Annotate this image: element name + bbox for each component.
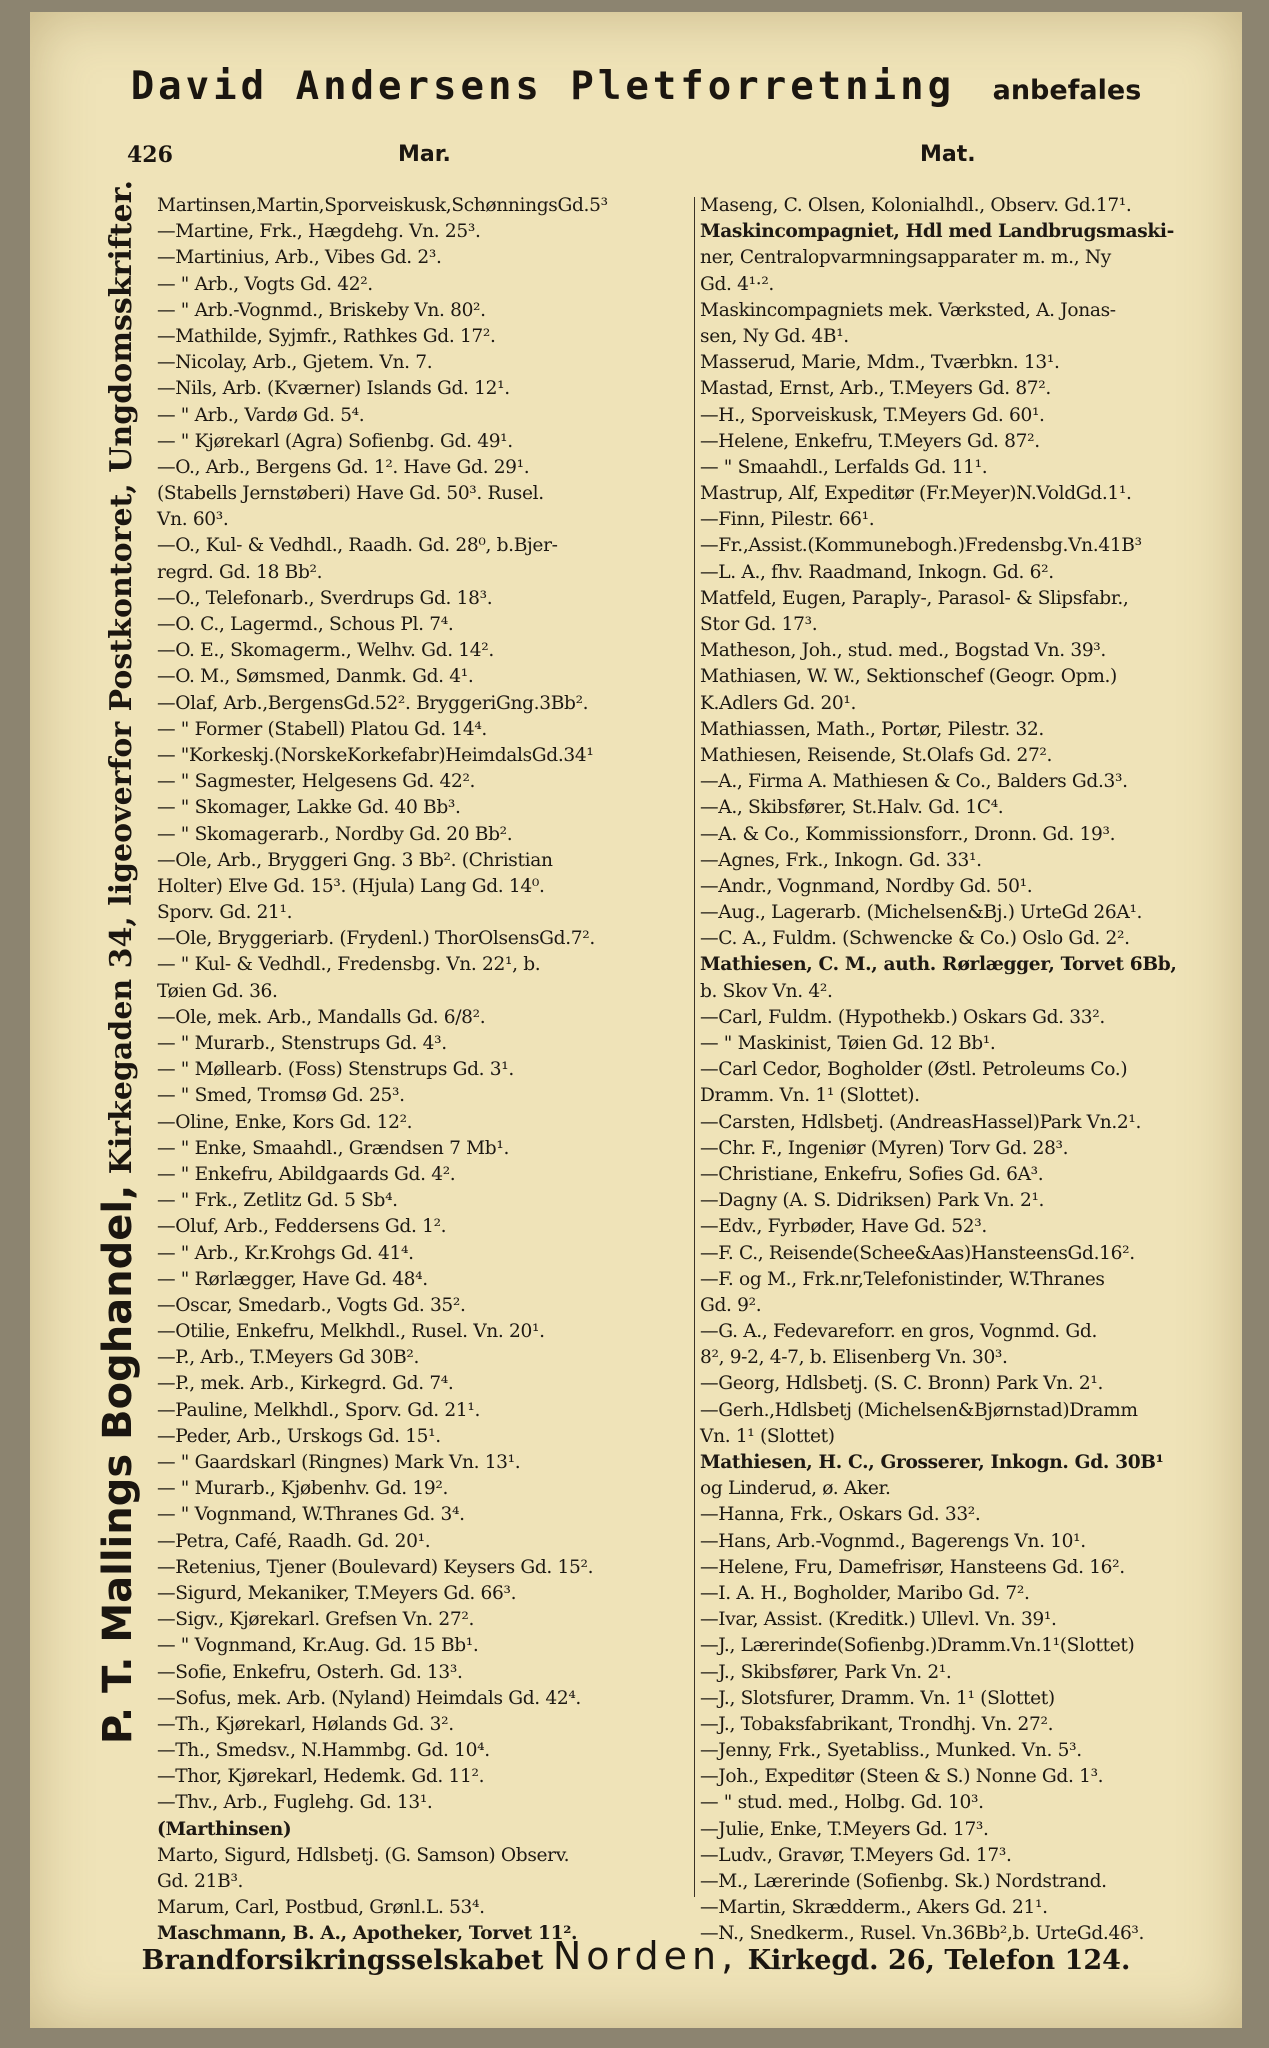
entry-line: —Edv., Fyrbøder, Have Gd. 52³. xyxy=(700,1216,987,1238)
entry-line: —Agnes, Frk., Inkogn. Gd. 33¹. xyxy=(700,849,982,871)
entry-line: (Stabells Jernstøberi) Have Gd. 50³. Rusel. xyxy=(157,483,544,505)
directory-page xyxy=(30,12,1242,2028)
entry-line: —Ole, mek. Arb., Mandalls Gd. 6/8². xyxy=(157,1006,486,1028)
entry-line: — " Frk., Zetlitz Gd. 5 Sb⁴. xyxy=(157,1190,398,1212)
left-column xyxy=(157,193,671,1948)
entry-line: —J., Slotsfurer, Dramm. Vn. 1¹ (Slottet) xyxy=(700,1687,1055,1709)
entry-line: —P., mek. Arb., Kirkegrd. Gd. 7⁴. xyxy=(157,1373,454,1395)
entry-line: — " Sagmester, Helgesens Gd. 42². xyxy=(157,771,476,793)
entry-line: —Martin, Skrædderm., Akers Gd. 21¹. xyxy=(700,1897,1048,1919)
entry-line: — " Rørlægger, Have Gd. 48⁴. xyxy=(157,1268,428,1290)
entry-line: Maschmann, B. A., Apotheker, Torvet 11². xyxy=(157,1923,578,1945)
entry-line: Mathiesen, Reisende, St.Olafs Gd. 27². xyxy=(700,744,1053,766)
entry-line: —N., Snedkerm., Rusel. Vn.36Bb²,b. UrteGd.46³. xyxy=(700,1923,1145,1945)
entry-line: —J., Tobaksfabrikant, Trondhj. Vn. 27². xyxy=(700,1713,1054,1735)
entry-line: —J., Lærerinde(Sofienbg.)Dramm.Vn.1¹(Slottet) xyxy=(700,1635,1135,1657)
entry-line: Gd. 4¹·². xyxy=(700,273,774,295)
entry-line: — " Gaardskarl (Ringnes) Mark Vn. 13¹. xyxy=(157,1452,521,1473)
entry-line: ner, Centralopvarmningsapparater m. m., Ny xyxy=(700,247,1111,269)
entry-line: —Ole, Arb., Bryggeri Gng. 3 Bb². (Christian xyxy=(157,849,553,871)
entry-line: —Georg, Hdlsbetj. (S. C. Bronn) Park Vn. 2¹. xyxy=(700,1373,1104,1395)
entry-line: — " stud. med., Holbg. Gd. 10³. xyxy=(700,1792,984,1814)
entry-line: Maskincompagniet, Hdl med Landbrugsmaski- xyxy=(700,221,1174,243)
entry-line: Gd. 21B³. xyxy=(157,1871,244,1892)
entry-line: —J., Skibsfører, Park Vn. 2¹. xyxy=(700,1661,952,1683)
entry-line: —Olaf, Arb.,BergensGd.52². BryggeriGng.3Bb². xyxy=(157,692,589,714)
entry-line: Mastrup, Alf, Expeditør (Fr.Meyer)N.VoldGd.1¹. xyxy=(700,483,1132,505)
entry-line: —Gerh.,Hdlsbetj (Michelsen&Bjørnstad)Dramm xyxy=(700,1399,1138,1421)
entry-line: —L. A., fhv. Raadmand, Inkogn. Gd. 6². xyxy=(700,561,1054,583)
entry-line: og Linderud, ø. Aker. xyxy=(700,1478,891,1500)
entry-line: —Sofus, mek. Arb. (Nyland) Heimdals Gd. 42⁴. xyxy=(157,1687,581,1709)
entry-line: Mastad, Ernst, Arb., T.Meyers Gd. 87². xyxy=(700,378,1051,400)
column-divider xyxy=(694,197,695,1897)
entry-line: Mathiassen, Math., Portør, Pilestr. 32. xyxy=(700,718,1044,740)
entry-line: —O., Telefonarb., Sverdrups Gd. 18³. xyxy=(157,587,493,609)
entry-line: —P., Arb., T.Meyers Gd 30B². xyxy=(157,1347,420,1369)
entry-line: —Helene, Enkefru, T.Meyers Gd. 87². xyxy=(700,430,1040,452)
entry-line: —C. A., Fuldm. (Schwencke & Co.) Oslo Gd. 2². xyxy=(700,928,1130,950)
entry-line: — " Enkefru, Abildgaards Gd. 4². xyxy=(157,1163,456,1185)
entry-line: —O., Kul- & Vedhdl., Raadh. Gd. 28⁰, b.Bjer- xyxy=(157,535,558,557)
entry-line: — " Kjørekarl (Agra) Sofienbg. Gd. 49¹. xyxy=(157,430,513,452)
entry-line: Matfeld, Eugen, Paraply-, Parasol- & Slipsfabr., xyxy=(700,587,1129,609)
entry-line: regrd. Gd. 18 Bb². xyxy=(157,561,323,583)
entry-line: —Sigurd, Mekaniker, T.Meyers Gd. 66³. xyxy=(157,1582,517,1604)
entry-line: — " Maskinist, Tøien Gd. 12 Bb¹. xyxy=(700,1033,996,1054)
entry-line: —M., Lærerinde (Sofienbg. Sk.) Nordstrand. xyxy=(700,1871,1107,1892)
entry-line: K.Adlers Gd. 20¹. xyxy=(700,692,857,714)
entry-line: — " Arb.-Vognmd., Briskeby Vn. 80². xyxy=(157,299,486,321)
entry-line: Vn. 60³. xyxy=(157,509,229,531)
entry-line: — " Skomager, Lakke Gd. 40 Bb³. xyxy=(157,797,461,819)
entry-line: —Martine, Frk., Hægdehg. Vn. 25³. xyxy=(157,221,481,243)
entry-line: —Aug., Lagerarb. (Michelsen&Bj.) UrteGd 26A¹. xyxy=(700,902,1143,924)
entry-line: — " Smed, Tromsø Gd. 25³. xyxy=(157,1085,405,1107)
entry-line: Mathiesen, H. C., Grosserer, Inkogn. Gd. 30B¹ xyxy=(700,1452,1164,1473)
entry-line: —Oscar, Smedarb., Vogts Gd. 35². xyxy=(157,1294,466,1316)
entry-line: —Peder, Arb., Urskogs Gd. 15¹. xyxy=(157,1425,441,1447)
page-number: 426 xyxy=(127,142,173,168)
entry-line: —H., Sporveiskusk, T.Meyers Gd. 60¹. xyxy=(700,404,1045,426)
entry-line: —Petra, Café, Raadh. Gd. 20¹. xyxy=(157,1530,431,1552)
entry-line: 8², 9-2, 4-7, b. Elisenberg Vn. 30³. xyxy=(700,1347,1008,1369)
entry-line: —Nicolay, Arb., Gjetem. Vn. 7. xyxy=(157,352,433,374)
entry-line: — " Murarb., Stenstrups Gd. 4³. xyxy=(157,1033,447,1054)
entry-line: —Pauline, Melkhdl., Sporv. Gd. 21¹. xyxy=(157,1399,481,1421)
entry-line: Stor Gd. 17³. xyxy=(700,614,818,635)
entry-line: —F. og M., Frk.nr,Telefonistinder, W.Thranes xyxy=(700,1268,1105,1290)
entry-line: Matheson, Joh., stud. med., Bogstad Vn. 39³. xyxy=(700,640,1106,662)
entry-line: —Otilie, Enkefru, Melkhdl., Rusel. Vn. 20¹. xyxy=(157,1321,545,1343)
entry-line: Sporv. Gd. 21¹. xyxy=(157,902,293,924)
entry-line: Mathiesen, C. M., auth. Rørlægger, Torvet 6Bb, xyxy=(700,954,1177,976)
entry-line: —Ivar, Assist. (Kreditk.) Ullevl. Vn. 39¹. xyxy=(700,1609,1057,1631)
footer-start: Brandforsikringsselskabet xyxy=(141,1945,544,1976)
entry-line: —Carl Cedor, Bogholder (Østl. Petroleums Co.) xyxy=(700,1059,1128,1081)
entry-line: —Sofie, Enkefru, Osterh. Gd. 13³. xyxy=(157,1661,463,1683)
entry-line: —Th., Smedsv., N.Hammbg. Gd. 10⁴. xyxy=(157,1740,490,1762)
entry-line: b. Skov Vn. 4². xyxy=(700,980,833,1002)
side-advert-text: Kirkegaden 34, ligeoverfor Postkontoret, Ungdomsskrifter. xyxy=(104,179,139,1185)
running-head-tail: anbefales xyxy=(992,75,1142,106)
entry-line: Marto, Sigurd, Hdlsbetj. (G. Samson) Observ. xyxy=(157,1844,570,1866)
entry-line: —Andr., Vognmand, Nordby Gd. 50¹. xyxy=(700,875,1033,897)
entry-line: Dramm. Vn. 1¹ (Slottet). xyxy=(700,1085,920,1107)
entry-line: — " Arb., Kr.Krohgs Gd. 41⁴. xyxy=(157,1242,414,1264)
entry-line: — " Arb., Vogts Gd. 42². xyxy=(157,273,373,295)
entry-line: — "Korkeskj.(NorskeKorkefabr)HeimdalsGd.34¹ xyxy=(157,744,594,766)
entry-line: — " Arb., Vardø Gd. 5⁴. xyxy=(157,404,365,426)
entry-line: —A. & Co., Kommissionsforr., Dronn. Gd. 19³. xyxy=(700,823,1116,845)
side-advert-prefix: P. T. Mallings Boghandel, xyxy=(95,1184,141,1745)
entry-line: Vn. 1¹ (Slottet) xyxy=(700,1425,835,1447)
entry-line: — " Smaahdl., Lerfalds Gd. 11¹. xyxy=(700,456,988,478)
entry-line: — " Skomagerarb., Nordby Gd. 20 Bb². xyxy=(157,823,513,845)
entry-line: Maseng, C. Olsen, Kolonialhdl., Observ. Gd.17¹. xyxy=(700,195,1132,216)
footer-advert xyxy=(30,1934,1242,1978)
entry-line: —Oluf, Arb., Feddersens Gd. 1². xyxy=(157,1216,447,1238)
entry-line: —Finn, Pilestr. 66¹. xyxy=(700,509,875,531)
entry-line: —Jenny, Frk., Syetabliss., Munked. Vn. 5³. xyxy=(700,1740,1082,1762)
entry-line: —Carl, Fuldm. (Hypothekb.) Oskars Gd. 33². xyxy=(700,1006,1105,1028)
entry-line: —F. C., Reisende(Schee&Aas)HansteensGd.16². xyxy=(700,1242,1135,1264)
entry-line: Tøien Gd. 36. xyxy=(157,980,278,1002)
entry-line: (Marthinsen) xyxy=(157,1818,292,1840)
entry-line: Gd. 9². xyxy=(700,1294,762,1316)
entry-line: —Ole, Bryggeriarb. (Frydenl.) ThorOlsensGd.7². xyxy=(157,928,595,950)
entry-line: — " Former (Stabell) Platou Gd. 14⁴. xyxy=(157,718,487,740)
entry-line: —Fr.,Assist.(Kommunebogh.)Fredensbg.Vn.41B³ xyxy=(700,535,1142,557)
entry-line: sen, Ny Gd. 4B¹. xyxy=(700,325,849,347)
entry-line: —G. A., Fedevareforr. en gros, Vognmd. Gd. xyxy=(700,1321,1098,1343)
entry-line: —A., Skibsfører, St.Halv. Gd. 1C⁴. xyxy=(700,797,1004,819)
entry-line: — " Murarb., Kjøbenhv. Gd. 19². xyxy=(157,1478,449,1500)
entry-line: — " Vognmand, W.Thranes Gd. 3⁴. xyxy=(157,1504,465,1526)
entry-line: —Joh., Expeditør (Steen & S.) Nonne Gd. 1³. xyxy=(700,1766,1104,1788)
entry-line: —Nils, Arb. (Kværner) Islands Gd. 12¹. xyxy=(157,378,510,400)
entry-line: —Oline, Enke, Kors Gd. 12². xyxy=(157,1111,413,1133)
entry-line: —O. C., Lagermd., Schous Pl. 7⁴. xyxy=(157,614,454,635)
entry-line: —Hans, Arb.-Vognmd., Bagerengs Vn. 10¹. xyxy=(700,1530,1086,1552)
entry-line: Holter) Elve Gd. 15³. (Hjula) Lang Gd. 14⁰. xyxy=(157,875,545,897)
right-column xyxy=(700,193,1214,1948)
entry-line: —Thor, Kjørekarl, Hedemk. Gd. 11². xyxy=(157,1766,485,1788)
catchword-right: Mat. xyxy=(920,142,976,167)
entry-line: —O. M., Sømsmed, Danmk. Gd. 4¹. xyxy=(157,666,474,688)
entry-line: Marum, Carl, Postbud, Grønl.L. 53⁴. xyxy=(157,1897,485,1919)
entry-line: —O., Arb., Bergens Gd. 1². Have Gd. 29¹. xyxy=(157,456,530,478)
entry-line: —Retenius, Tjener (Boulevard) Keysers Gd. 15². xyxy=(157,1556,594,1578)
entry-line: —Dagny (A. S. Didriksen) Park Vn. 2¹. xyxy=(700,1190,1045,1212)
entry-line: —Helene, Fru, Damefrisør, Hansteens Gd. 16². xyxy=(700,1556,1125,1578)
entry-line: Masserud, Marie, Mdm., Tværbkn. 13¹. xyxy=(700,352,1060,374)
entry-line: —A., Firma A. Mathiesen & Co., Balders Gd.3³. xyxy=(700,771,1128,793)
entry-line: —Mathilde, Syjmfr., Rathkes Gd. 17². xyxy=(157,325,496,347)
running-head-advert xyxy=(30,64,1242,109)
side-advert xyxy=(95,72,141,1852)
entry-line: —Carsten, Hdlsbetj. (AndreasHassel)Park Vn.2¹. xyxy=(700,1111,1142,1133)
entry-line: —Hanna, Frk., Oskars Gd. 33². xyxy=(700,1504,981,1526)
entry-line: —Th., Kjørekarl, Hølands Gd. 3². xyxy=(157,1713,454,1735)
entry-line: —Sigv., Kjørekarl. Grefsen Vn. 27². xyxy=(157,1609,475,1631)
running-head-title: David Andersens Pletforretning xyxy=(130,64,956,109)
footer-end: Kirkegd. 26, Telefon 124. xyxy=(747,1945,1131,1976)
entry-line: —Thv., Arb., Fuglehg. Gd. 13¹. xyxy=(157,1792,433,1814)
entry-line: —Julie, Enke, T.Meyers Gd. 17³. xyxy=(700,1818,989,1840)
entry-line: —O. E., Skomagerm., Welhv. Gd. 14². xyxy=(157,640,494,662)
entry-line: — " Enke, Smaahdl., Grændsen 7 Mb¹. xyxy=(157,1137,510,1159)
entry-line: — " Kul- & Vedhdl., Fredensbg. Vn. 22¹, b. xyxy=(157,954,541,976)
entry-line: —Ludv., Gravør, T.Meyers Gd. 17³. xyxy=(700,1844,1012,1866)
entry-line: —Chr. F., Ingeniør (Myren) Torv Gd. 28³. xyxy=(700,1137,1069,1159)
catchword-left: Mar. xyxy=(398,142,451,167)
entry-line: — " Møllearb. (Foss) Stenstrups Gd. 3¹. xyxy=(157,1059,514,1081)
entry-line: —Christiane, Enkefru, Sofies Gd. 6A³. xyxy=(700,1163,1044,1185)
entry-line: —Martinius, Arb., Vibes Gd. 2³. xyxy=(157,247,442,269)
entry-line: Maskincompagniets mek. Værksted, A. Jonas- xyxy=(700,299,1116,321)
entry-line: Martinsen,Martin,Sporveiskusk,SchønningsGd.5³ xyxy=(157,195,608,216)
footer-name: Norden, xyxy=(552,1934,739,1978)
entry-line: —I. A. H., Bogholder, Maribo Gd. 7². xyxy=(700,1582,1030,1604)
entry-line: Mathiasen, W. W., Sektionschef (Geogr. Opm.) xyxy=(700,666,1117,688)
entry-line: — " Vognmand, Kr.Aug. Gd. 15 Bb¹. xyxy=(157,1635,479,1657)
